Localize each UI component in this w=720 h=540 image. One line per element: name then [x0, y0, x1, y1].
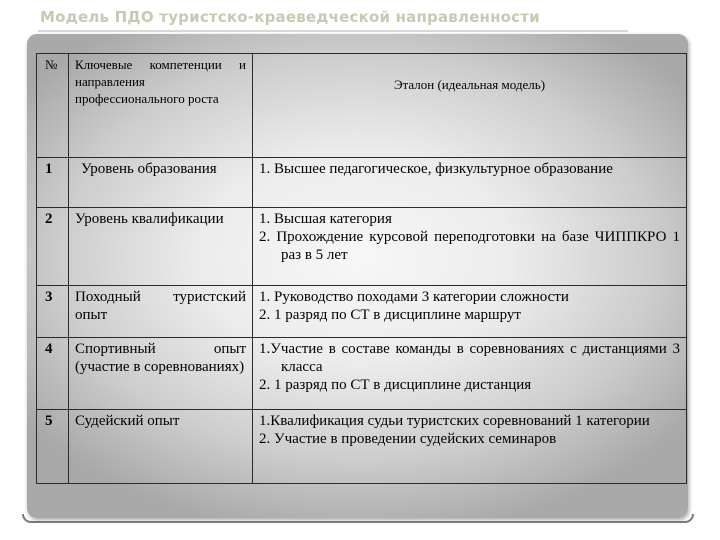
standard-item: 1. Руководство походами 3 категории сложности [259, 289, 569, 305]
table-header-row [37, 54, 687, 158]
row-competence: Уровень образования [69, 158, 253, 208]
row-competence: Спортивный опыт (участие в соревнованиях) [69, 338, 253, 410]
row-number: 1 [37, 158, 69, 208]
standard-item: 1. Высшая категория [259, 211, 392, 227]
standard-item: 2. 1 разряд по СТ в дисциплине маршрут [259, 307, 521, 323]
row-competence: Уровень квалификации [69, 208, 253, 286]
row-standard [253, 338, 687, 410]
table-row [37, 158, 687, 208]
panel-frame [22, 514, 694, 523]
title-divider [38, 30, 628, 32]
table-row [37, 286, 687, 338]
standard-item: 1. Высшее педагогическое, физкультурное образование [259, 161, 613, 177]
table-row [37, 208, 687, 286]
row-standard [253, 158, 687, 208]
row-standard [253, 410, 687, 484]
row-standard [253, 286, 687, 338]
row-number: 2 [37, 208, 69, 286]
row-number: 5 [37, 410, 69, 484]
table-row [37, 338, 687, 410]
row-number: 4 [37, 338, 69, 410]
row-competence: Судейский опыт [69, 410, 253, 484]
row-number: 3 [37, 286, 69, 338]
row-standard [253, 208, 687, 286]
standard-item: 2. Прохождение курсовой переподготовки на базе ЧИППКРО 1 раз в 5 лет [259, 229, 680, 263]
header-competence: Ключевые компетенции и направления профессионального роста [69, 54, 253, 158]
standard-item: 2. Участие в проведении судейских семинаров [259, 431, 557, 447]
competency-model-table [36, 53, 687, 484]
standard-item: 2. 1 разряд по СТ в дисциплине дистанция [259, 377, 532, 393]
row-competence: Походный туристский опыт [69, 286, 253, 338]
header-standard: Эталон (идеальная модель) [253, 54, 687, 158]
header-number: № [37, 54, 69, 158]
standard-item: 1.Квалификация судьи туристских соревнований 1 категории [259, 413, 650, 429]
table-row [37, 410, 687, 484]
slide-title: Модель ПДО туристско-краеведческой направленности [40, 8, 540, 26]
standard-item: 1.Участие в составе команды в соревнованиях с дистанциями 3 класса [259, 341, 680, 375]
